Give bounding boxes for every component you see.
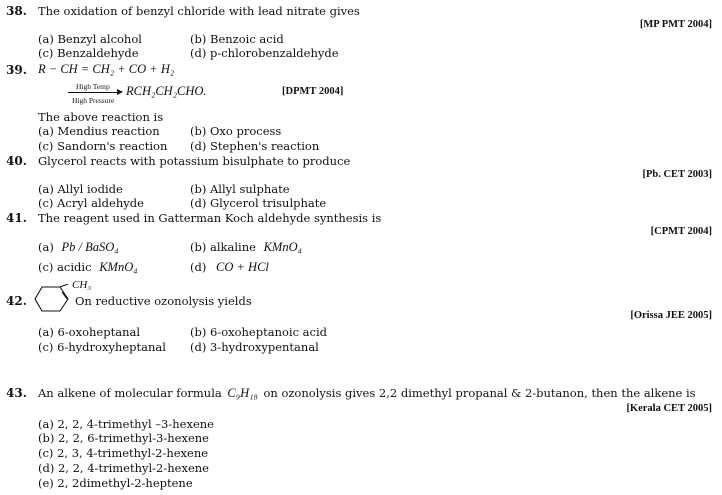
question-text: The oxidation of benzyl chloride with lead nitrate gives <box>38 4 360 18</box>
option-b[interactable]: (b) Oxo process <box>190 124 282 138</box>
option-b[interactable]: (b) Allyl sulphate <box>190 182 290 196</box>
option-d[interactable]: (d) p-chlorobenzaldehyde <box>190 46 339 60</box>
exam-reference: [Kerala CET 2005] <box>626 403 712 414</box>
question-text: The reagent used in Gatterman Koch aldehyde synthesis is <box>38 211 382 225</box>
option-b[interactable]: (b) Benzoic acid <box>190 32 284 46</box>
option-label: (b) alkaline <box>190 240 256 254</box>
reaction-equation: R − CH = CH₂ + CO + H₂ <box>38 62 175 76</box>
question-text-before: An alkene of molecular formula <box>38 386 222 400</box>
option-label: (d) <box>190 260 207 274</box>
option-a[interactable]: (a) Benzyl alcohol <box>38 32 142 46</box>
arrow-head-icon <box>117 89 123 95</box>
option-b[interactable]: (b) 2, 2, 6-trimethyl-3-hexene <box>38 431 209 445</box>
option-a[interactable]: (a) 2, 2, 4-trimethyl –3-hexene <box>38 417 214 431</box>
question-number: 39. <box>6 63 27 77</box>
question-number: 40. <box>6 154 27 168</box>
question-number: 38. <box>6 4 27 18</box>
exam-reference: [DPMT 2004] <box>282 86 344 97</box>
option-d[interactable]: (d) 2, 2, 4-trimethyl-2-hexene <box>38 461 209 475</box>
option-d[interactable] <box>190 260 269 275</box>
exam-reference: [CPMT 2004] <box>650 226 712 237</box>
option-b[interactable]: (b) 6-oxoheptanoic acid <box>190 325 328 339</box>
exam-reference: [MP PMT 2004] <box>639 19 712 30</box>
option-c[interactable]: (c) Sandorn's reaction <box>38 139 168 153</box>
option-label: (c) acidic <box>38 260 92 274</box>
question-text-after: on ozonolysis gives 2,2 dimethyl propanal & 2-butanon, then the alkene is <box>263 386 696 400</box>
question-number: 42. <box>6 294 27 308</box>
option-d[interactable]: (d) 3-hydroxypentanal <box>190 340 319 354</box>
option-c[interactable] <box>38 260 138 275</box>
question-number: 43. <box>6 386 27 400</box>
question-number: 41. <box>6 211 27 225</box>
option-c[interactable]: (c) 2, 3, 4-trimethyl-2-hexene <box>38 446 209 460</box>
option-formula: KMnO₄ <box>263 240 302 254</box>
option-formula: Pb / BaSO₄ <box>61 240 119 254</box>
cyclohexene-structure-icon <box>34 284 74 314</box>
question-text: Glycerol reacts with potassium bisulphate to produce <box>38 154 351 168</box>
exam-reference: [Orissa JEE 2005] <box>630 310 712 321</box>
option-a[interactable]: (a) 6-oxoheptanal <box>38 325 141 339</box>
option-a[interactable]: (a) Allyl iodide <box>38 182 123 196</box>
question-text: The above reaction is <box>38 110 164 124</box>
option-d[interactable]: (d) Stephen's reaction <box>190 139 320 153</box>
arrow-condition-top: High Temp <box>76 82 110 91</box>
reaction-arrow <box>68 92 118 93</box>
option-c[interactable]: (c) Acryl aldehyde <box>38 196 144 210</box>
option-a[interactable]: (a) Mendius reaction <box>38 124 160 138</box>
methyl-substituent: CH₃ <box>72 279 92 291</box>
option-c[interactable]: (c) Benzaldehyde <box>38 46 139 60</box>
question-text: On reductive ozonolysis yields <box>75 294 252 308</box>
option-b[interactable] <box>190 240 302 255</box>
reaction-product: RCH₂CH₂CHO. <box>126 84 207 98</box>
exam-reference: [Pb. CET 2003] <box>642 169 712 180</box>
option-e[interactable]: (e) 2, 2dimethyl-2-heptene <box>38 476 193 490</box>
option-c[interactable]: (c) 6-hydroxyheptanal <box>38 340 166 354</box>
arrow-condition-bottom: High Pressure <box>72 96 115 105</box>
molecular-formula: C₉H₁₈ <box>227 386 258 400</box>
option-label: (a) <box>38 240 54 254</box>
option-d[interactable]: (d) Glycerol trisulphate <box>190 196 327 210</box>
option-a[interactable] <box>38 240 119 255</box>
option-formula: CO + HCl <box>216 260 269 274</box>
question-text <box>38 386 696 401</box>
option-formula: KMnO₄ <box>99 260 138 274</box>
